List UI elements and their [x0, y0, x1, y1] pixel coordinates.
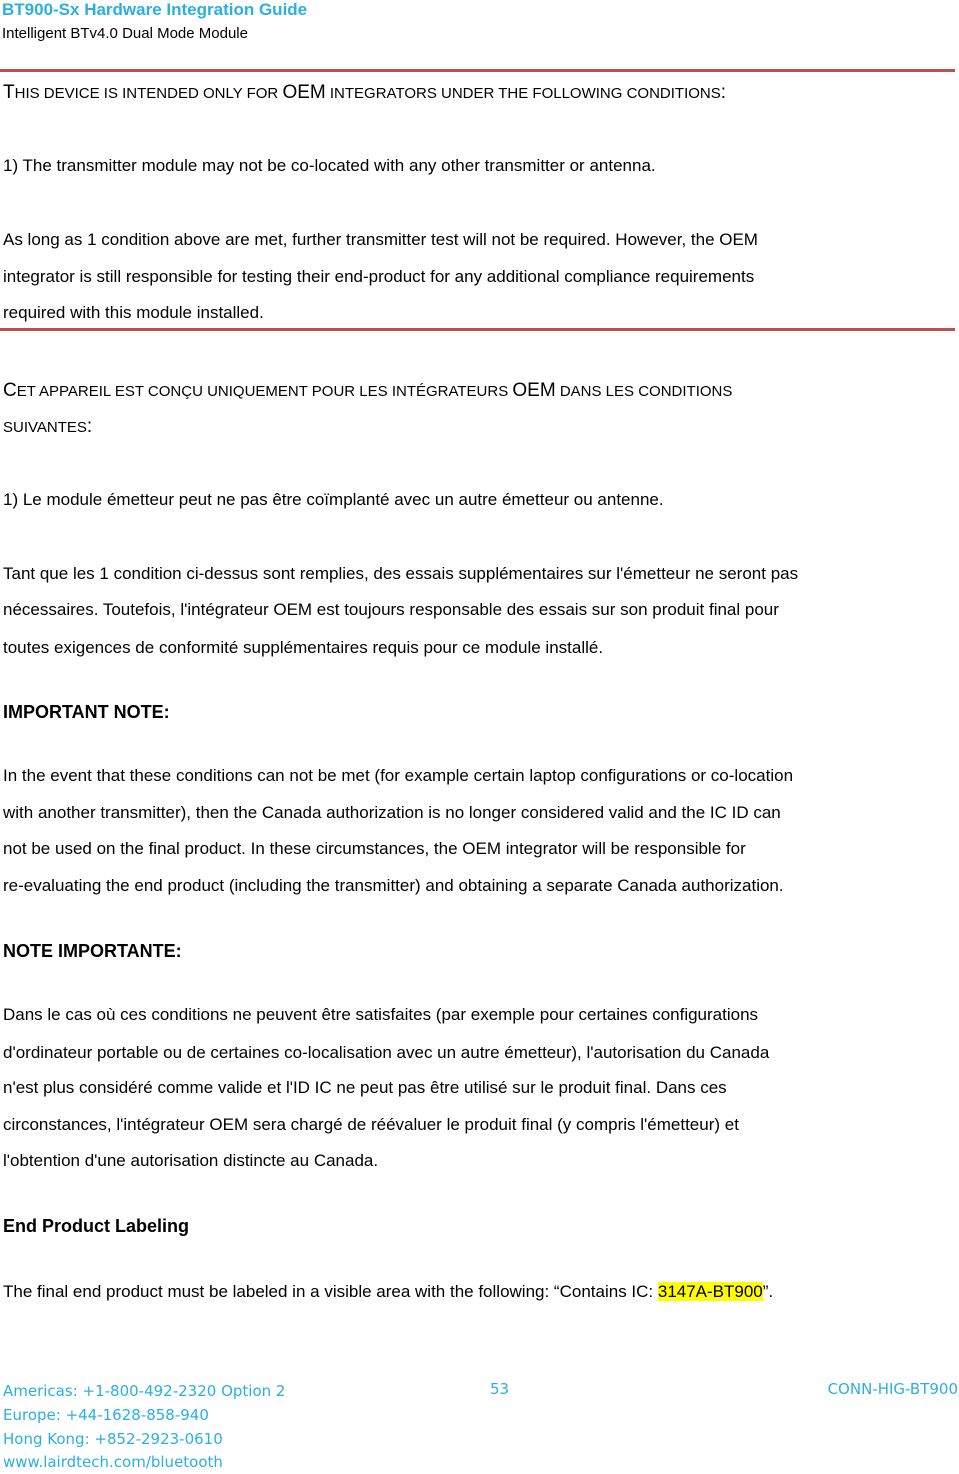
french-para-line: toutes exigences de conformité supplémentaires requis pour ce module installé. — [3, 638, 604, 657]
page-number: 53 — [490, 1380, 510, 1398]
french-para-line: nécessaires. Toutefois, l'intégrateur OEM est toujours responsable des essais sur son produit final pour — [3, 600, 779, 619]
note-importante-line: circonstances, l'intégrateur OEM sera chargé de réévaluer le produit final (y compris l'émetteur) et — [3, 1115, 739, 1134]
french-conditions-heading: CET APPAREIL EST CONÇU UNIQUEMENT POUR LES INTÉGRATEURS OEM DANS LES CONDITIONS — [3, 380, 733, 401]
english-para-line: required with this module installed. — [3, 303, 264, 322]
french-conditions-heading-cont: SUIVANTES: — [3, 416, 93, 437]
footer-contact-americas: Americas: +1-800-492-2320 Option 2 — [3, 1382, 286, 1400]
important-note-line: re-evaluating the end product (including the transmitter) and obtaining a separate Canada authorization. — [3, 876, 784, 895]
note-importante-line: n'est plus considéré comme valide et l'ID IC ne peut pas être utilisé sur le produit final. Dans ces — [3, 1078, 727, 1097]
english-condition-1: 1) The transmitter module may not be co-located with any other transmitter or antenna. — [3, 156, 656, 175]
french-condition-1: 1) Le module émetteur peut ne pas être coïmplanté avec un autre émetteur ou antenne. — [3, 490, 664, 509]
note-importante-line: l'obtention d'une autorisation distincte au Canada. — [3, 1151, 379, 1170]
document-subtitle: Intelligent BTv4.0 Dual Mode Module — [2, 25, 248, 42]
note-importante-line: Dans le cas où ces conditions ne peuvent être satisfaites (par exemple pour certaines configurations — [3, 1005, 759, 1024]
footer-contact-europe: Europe: +44-1628-858-940 — [3, 1406, 209, 1424]
important-note-line: with another transmitter), then the Canada authorization is no longer considered valid and the IC ID can — [3, 803, 781, 822]
end-product-labeling-heading: End Product Labeling — [3, 1216, 190, 1236]
document-id: CONN-HIG-BT900 — [827, 1380, 958, 1398]
footer-website-link[interactable]: www.lairdtech.com/bluetooth — [3, 1453, 223, 1471]
english-conditions-heading: THIS DEVICE IS INTENDED ONLY FOR OEM INTEGRATORS UNDER THE FOLLOWING CONDITIONS: — [3, 82, 727, 103]
english-para-line: integrator is still responsible for testing their end-product for any additional compliance requirements — [3, 267, 755, 286]
end-product-labeling-text: The final end product must be labeled in a visible area with the following: “Contains IC: 3147A-BT900”. — [3, 1282, 774, 1301]
ic-id-highlight: 3147A-BT900 — [657, 1282, 763, 1301]
note-importante-line: d'ordinateur portable ou de certaines co-localisation avec un autre émetteur), l'autorisation du Canada — [3, 1043, 770, 1062]
important-note-line: In the event that these conditions can not be met (for example certain laptop configurations or co-location — [3, 766, 794, 785]
french-para-line: Tant que les 1 condition ci-dessus sont remplies, des essais supplémentaires sur l'émetteur ne seront pas — [3, 564, 799, 583]
english-para-line: As long as 1 condition above are met, further transmitter test will not be required. However, the OEM — [3, 230, 758, 249]
important-note-heading: IMPORTANT NOTE: — [3, 702, 170, 722]
document-title: BT900-Sx Hardware Integration Guide — [2, 0, 308, 19]
note-importante-heading: NOTE IMPORTANTE: — [3, 941, 182, 961]
important-note-line: not be used on the final product. In these circumstances, the OEM integrator will be responsible for — [3, 839, 746, 858]
middle-rule — [0, 328, 955, 331]
footer-contact-hongkong: Hong Kong: +852-2923-0610 — [3, 1430, 223, 1448]
top-rule — [0, 69, 955, 72]
